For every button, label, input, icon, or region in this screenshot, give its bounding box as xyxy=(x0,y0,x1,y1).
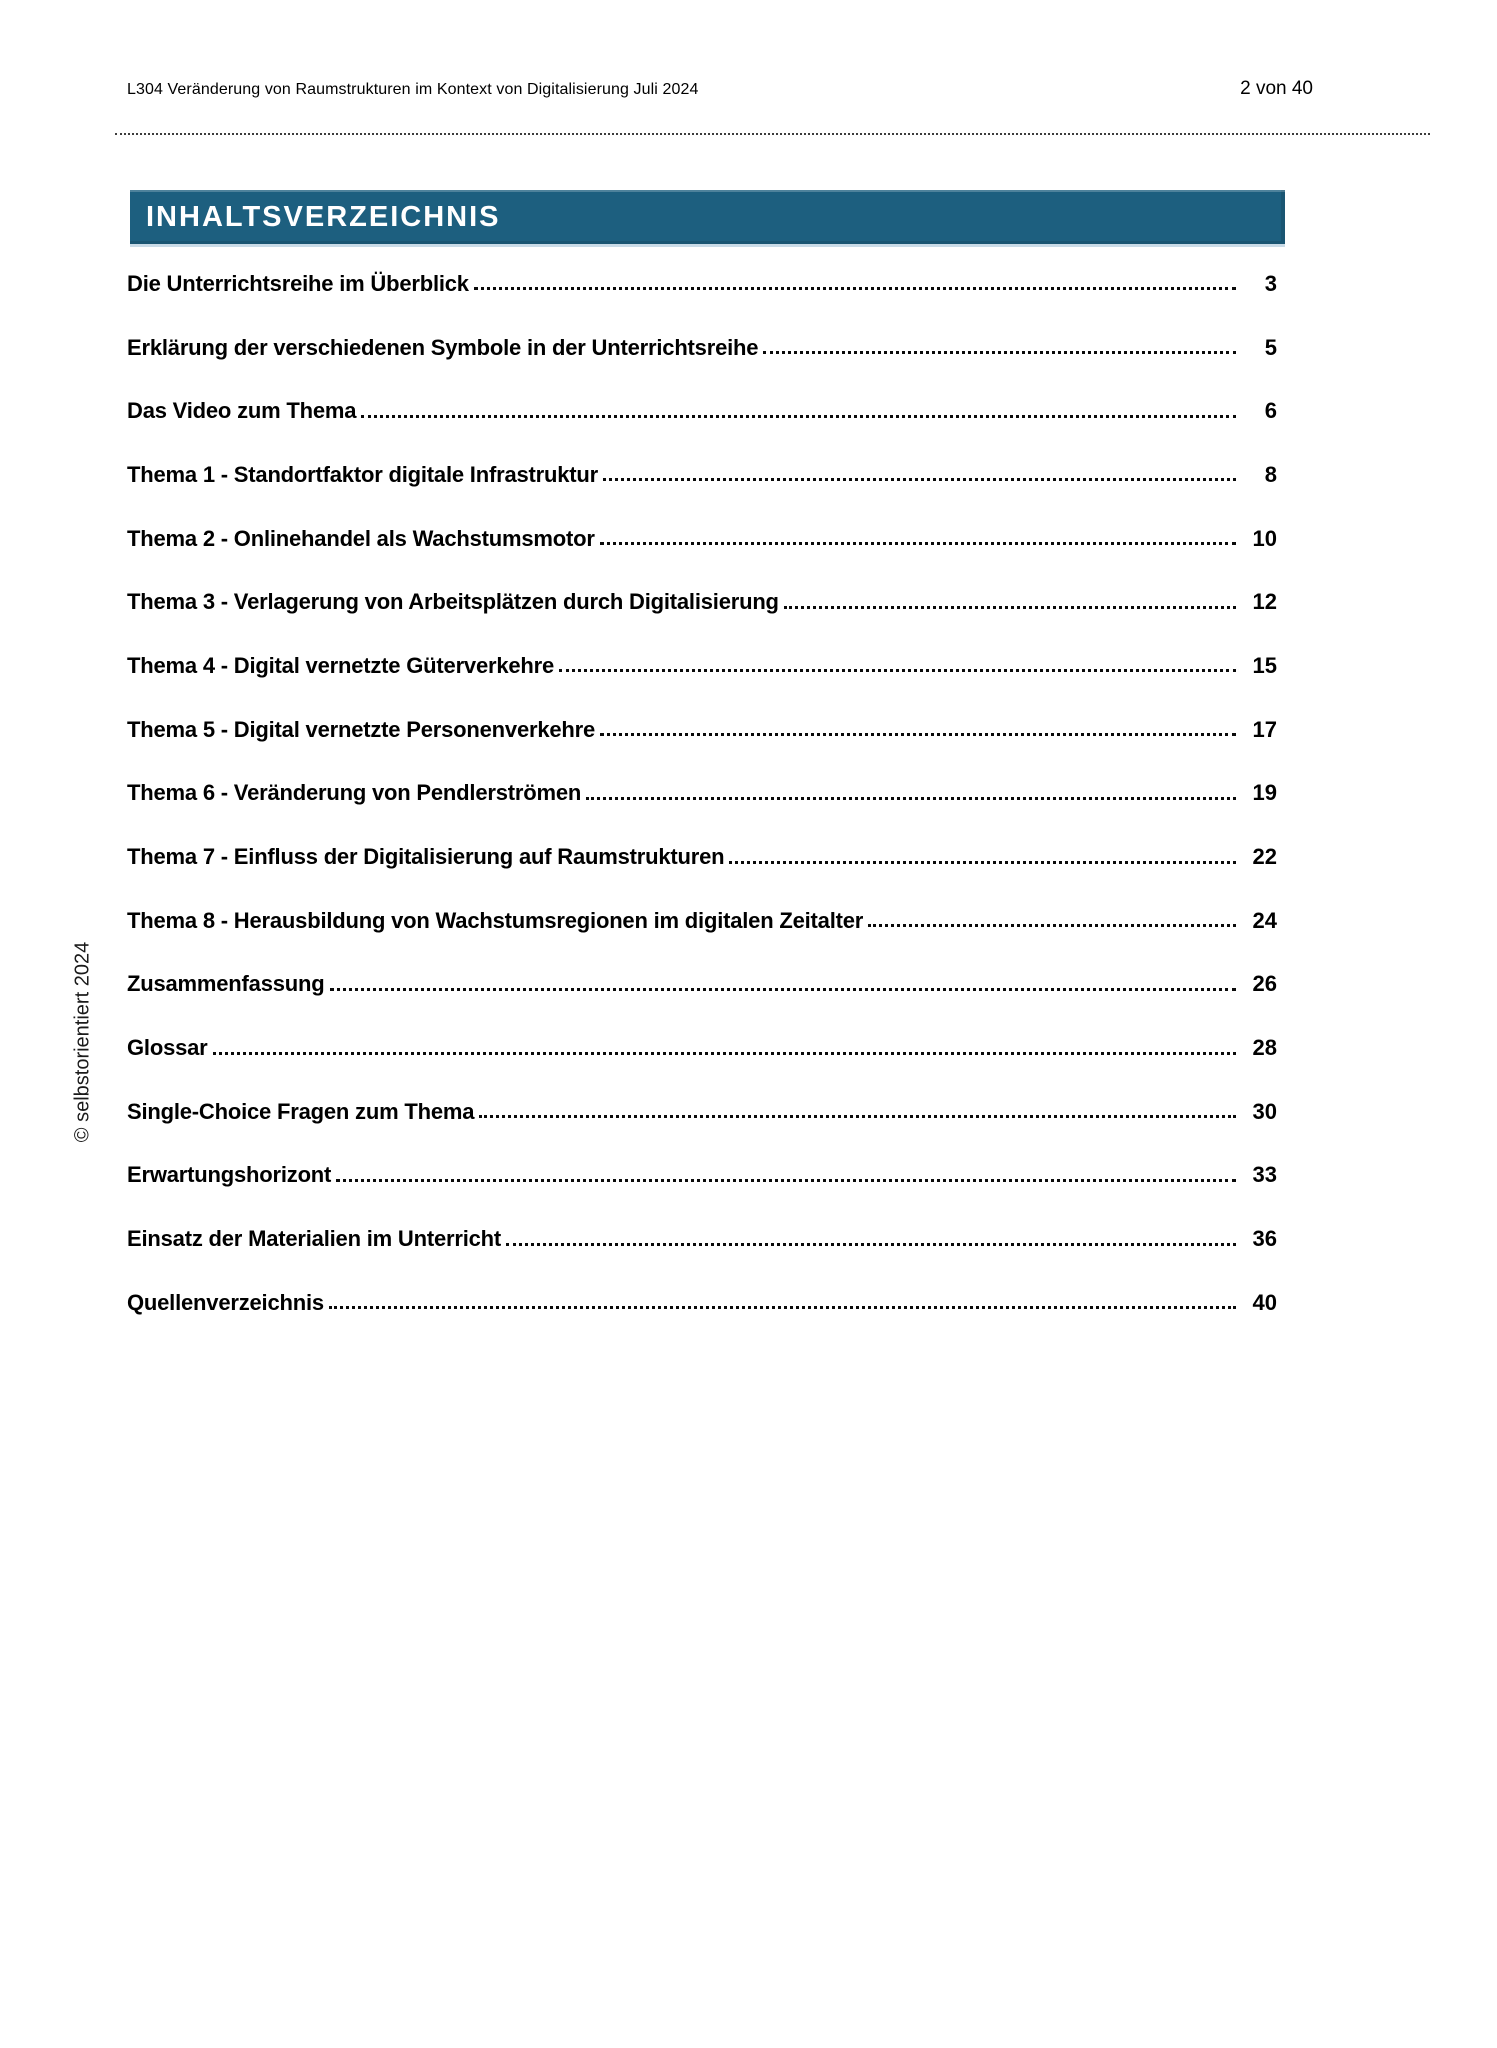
page-header xyxy=(127,78,1313,100)
dot-leader xyxy=(213,1038,1236,1055)
toc-entry-page: 19 xyxy=(1252,780,1277,806)
toc-entry-label: Thema 1 - Standortfaktor digitale Infrastruktur xyxy=(127,461,599,487)
toc-entry[interactable] xyxy=(127,762,1277,826)
toc-entry-page: 8 xyxy=(1264,461,1277,487)
toc-entry-page: 5 xyxy=(1264,334,1277,360)
toc-entry-label: Thema 8 - Herausbildung von Wachstumsregionen im digitalen Zeitalter xyxy=(127,907,864,933)
toc-entry[interactable] xyxy=(127,1144,1277,1208)
toc-entry[interactable] xyxy=(127,443,1277,507)
dot-leader xyxy=(506,1229,1236,1246)
toc-entry-page: 40 xyxy=(1252,1289,1277,1315)
toc-entry-page: 10 xyxy=(1252,525,1277,551)
toc-entry[interactable] xyxy=(127,252,1277,316)
toc-entry-label: Thema 4 - Digital vernetzte Güterverkehre xyxy=(127,652,555,678)
toc-entry[interactable] xyxy=(127,316,1277,380)
toc-entry[interactable] xyxy=(127,634,1277,698)
toc-entry-page: 30 xyxy=(1252,1098,1277,1124)
toc-entry[interactable] xyxy=(127,1080,1277,1144)
dot-leader xyxy=(603,464,1236,481)
header-divider-rule xyxy=(115,133,1430,135)
dot-leader xyxy=(763,337,1236,354)
toc-entry-label: Quellenverzeichnis xyxy=(127,1289,324,1315)
toc-entry-label: Thema 6 - Veränderung von Pendlerströmen xyxy=(127,780,582,806)
toc-entry-page: 26 xyxy=(1252,971,1277,997)
toc-entry-label: Thema 3 - Verlagerung von Arbeitsplätzen durch Digitalisierung xyxy=(127,589,779,615)
dot-leader xyxy=(586,783,1236,800)
toc-entry[interactable] xyxy=(127,570,1277,634)
toc-entry-label: Zusammenfassung xyxy=(127,971,325,997)
header-title: L304 Veränderung von Raumstrukturen im Kontext von Digitalisierung Juli 2024 xyxy=(127,81,699,98)
toc-entry-page: 15 xyxy=(1252,652,1277,678)
dot-leader xyxy=(868,910,1236,927)
toc-entry[interactable] xyxy=(127,953,1277,1017)
toc-entry-label: Single-Choice Fragen zum Thema xyxy=(127,1098,475,1124)
toc-entry[interactable] xyxy=(127,379,1277,443)
toc-entry-page: 22 xyxy=(1252,844,1277,870)
toc-entry[interactable] xyxy=(127,1016,1277,1080)
toc-entry-page: 17 xyxy=(1252,716,1277,742)
toc-entry-page: 24 xyxy=(1252,907,1277,933)
toc-entry-label: Einsatz der Materialien im Unterricht xyxy=(127,1226,502,1252)
toc-entry-label: Thema 7 - Einfluss der Digitalisierung auf Raumstrukturen xyxy=(127,844,725,870)
dot-leader xyxy=(559,655,1236,672)
toc-entry[interactable] xyxy=(127,698,1277,762)
dot-leader xyxy=(329,1292,1236,1309)
toc-list xyxy=(127,252,1277,1335)
toc-entry-page: 33 xyxy=(1252,1162,1277,1188)
toc-entry-page: 3 xyxy=(1264,270,1277,296)
section-title: INHALTSVERZEICHNIS xyxy=(146,200,501,233)
toc-entry[interactable] xyxy=(127,1271,1277,1335)
copyright-vertical-text: © selbstorientiert 2024 xyxy=(71,941,94,1143)
toc-entry[interactable] xyxy=(127,507,1277,571)
toc-entry-label: Die Unterrichtsreihe im Überblick xyxy=(127,270,469,296)
dot-leader xyxy=(729,847,1236,864)
toc-entry[interactable] xyxy=(127,889,1277,953)
dot-leader xyxy=(600,719,1236,736)
toc-entry-label: Erwartungshorizont xyxy=(127,1162,332,1188)
dot-leader xyxy=(361,401,1236,418)
toc-entry-label: Thema 2 - Onlinehandel als Wachstumsmotor xyxy=(127,525,595,551)
section-title-bar xyxy=(130,190,1285,247)
dot-leader xyxy=(336,1165,1236,1182)
dot-leader xyxy=(479,1101,1236,1118)
page-number-indicator: 2 von 40 xyxy=(1240,78,1313,99)
dot-leader xyxy=(784,592,1236,609)
dot-leader xyxy=(474,273,1236,290)
toc-entry-page: 12 xyxy=(1252,589,1277,615)
toc-entry-label: Glossar xyxy=(127,1035,208,1061)
toc-entry-page: 6 xyxy=(1264,398,1277,424)
dot-leader xyxy=(330,974,1237,991)
dot-leader xyxy=(600,528,1236,545)
toc-entry-label: Das Video zum Thema xyxy=(127,398,357,424)
toc-entry-page: 36 xyxy=(1252,1226,1277,1252)
toc-entry-label: Thema 5 - Digital vernetzte Personenverkehre xyxy=(127,716,596,742)
toc-entry-page: 28 xyxy=(1252,1035,1277,1061)
toc-entry[interactable] xyxy=(127,1207,1277,1271)
toc-entry-label: Erklärung der verschiedenen Symbole in der Unterrichtsreihe xyxy=(127,334,759,360)
toc-entry[interactable] xyxy=(127,825,1277,889)
